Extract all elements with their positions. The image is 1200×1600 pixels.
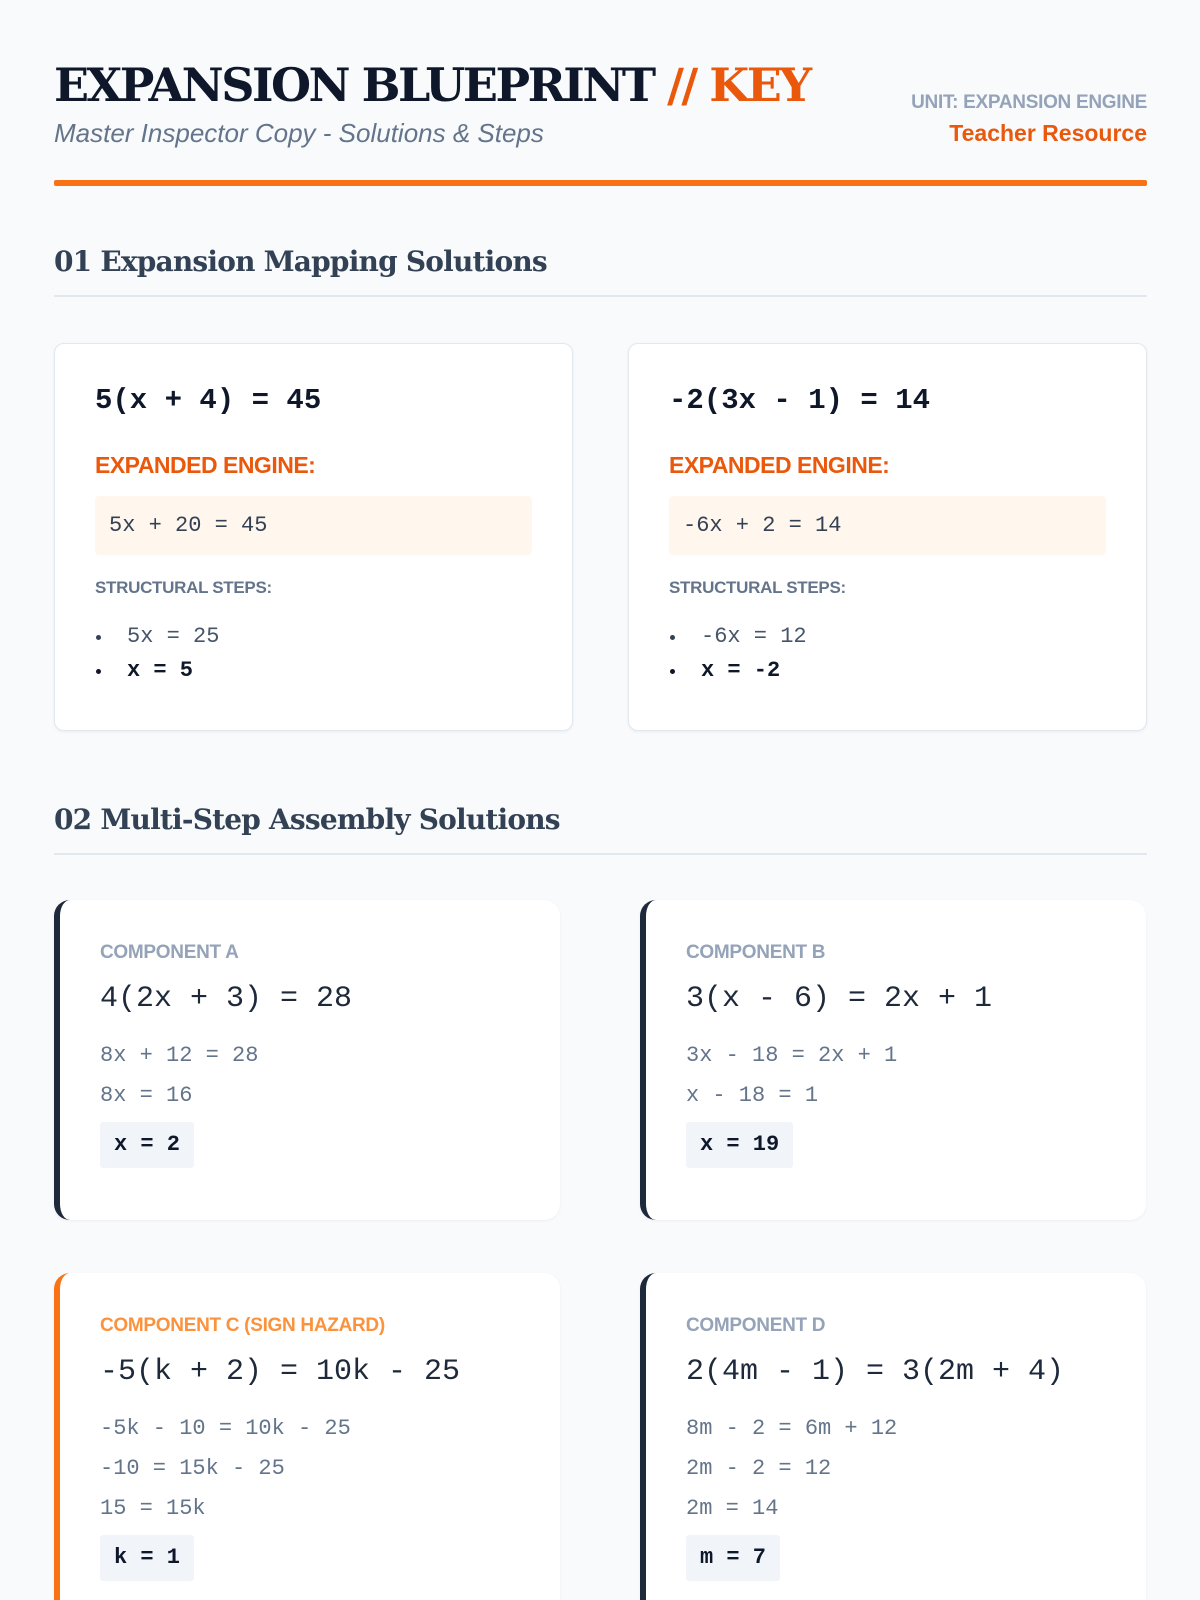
- component-label: COMPONENT C (SIGN HAZARD): [100, 1315, 385, 1336]
- card-equation: -2(3x - 1) = 14: [669, 384, 931, 417]
- steps-label: STRUCTURAL STEPS:: [95, 578, 272, 597]
- expanded-label: EXPANDED ENGINE:: [669, 452, 890, 478]
- title-main: EXPANSION BLUEPRINT: [54, 58, 654, 112]
- steps-list: [95, 620, 532, 688]
- component-label: COMPONENT D: [686, 1315, 826, 1336]
- component-card-c-sign-hazard: [54, 1273, 560, 1600]
- answer-box: x = 19: [686, 1122, 793, 1168]
- step-line: 8m - 2 = 6m + 12: [686, 1416, 898, 1441]
- component-card-b: [640, 900, 1146, 1220]
- card-equation: 5(x + 4) = 45: [95, 384, 322, 417]
- component-label: COMPONENT B: [686, 942, 826, 963]
- expanded-equation: 5x + 20 = 45: [95, 496, 532, 555]
- component-equation: -5(k + 2) = 10k - 25: [100, 1355, 461, 1389]
- step-line: x - 18 = 1: [686, 1083, 819, 1108]
- step-line: 15 = 15k: [100, 1496, 206, 1521]
- expanded-label: EXPANDED ENGINE:: [95, 452, 316, 478]
- steps-label: STRUCTURAL STEPS:: [669, 578, 846, 597]
- solution-card-2: [628, 343, 1147, 731]
- unit-label: UNIT: EXPANSION ENGINE: [911, 92, 1147, 113]
- component-steps: [686, 1036, 1106, 1116]
- step-item: 5x = 25: [95, 620, 532, 654]
- component-label: COMPONENT A: [100, 942, 239, 963]
- header-meta: [911, 92, 1147, 147]
- step-line: 2m - 2 = 12: [686, 1456, 832, 1481]
- answer-box: m = 7: [686, 1535, 780, 1581]
- final-step-item: x = 5: [95, 654, 532, 688]
- step-line: 3x - 18 = 2x + 1: [686, 1043, 898, 1068]
- final-step-item: x = -2: [669, 654, 1106, 688]
- component-equation: 2(4m - 1) = 3(2m + 4): [686, 1355, 1065, 1389]
- step-line: -5k - 10 = 10k - 25: [100, 1416, 351, 1441]
- step-line: 8x = 16: [100, 1083, 193, 1108]
- step-line: 8x + 12 = 28: [100, 1043, 259, 1068]
- component-steps: [100, 1036, 520, 1116]
- component-steps: [100, 1409, 520, 1529]
- answer-box: x = 2: [100, 1122, 194, 1168]
- answer-box: k = 1: [100, 1535, 194, 1581]
- component-equation: 4(2x + 3) = 28: [100, 982, 353, 1016]
- solution-card-1: [54, 343, 573, 731]
- component-equation: 3(x - 6) = 2x + 1: [686, 982, 993, 1016]
- expanded-equation: -6x + 2 = 14: [669, 496, 1106, 555]
- section-heading-multi-step-assembly: 02 Multi-Step Assembly Solutions: [54, 803, 1147, 855]
- role-label: Teacher Resource: [949, 120, 1147, 146]
- title-accent: // KEY: [667, 58, 810, 112]
- header-rule: [54, 180, 1147, 186]
- page-subtitle: Master Inspector Copy - Solutions & Steps: [54, 118, 544, 148]
- step-line: 2m = 14: [686, 1496, 779, 1521]
- section-heading-expansion-mapping: 01 Expansion Mapping Solutions: [54, 245, 1147, 297]
- component-card-a: [54, 900, 560, 1220]
- step-line: -10 = 15k - 25: [100, 1456, 285, 1481]
- worksheet-header: [54, 58, 1147, 188]
- component-steps: [686, 1409, 1106, 1529]
- steps-list: [669, 620, 1106, 688]
- step-item: -6x = 12: [669, 620, 1106, 654]
- component-card-d: [640, 1273, 1146, 1600]
